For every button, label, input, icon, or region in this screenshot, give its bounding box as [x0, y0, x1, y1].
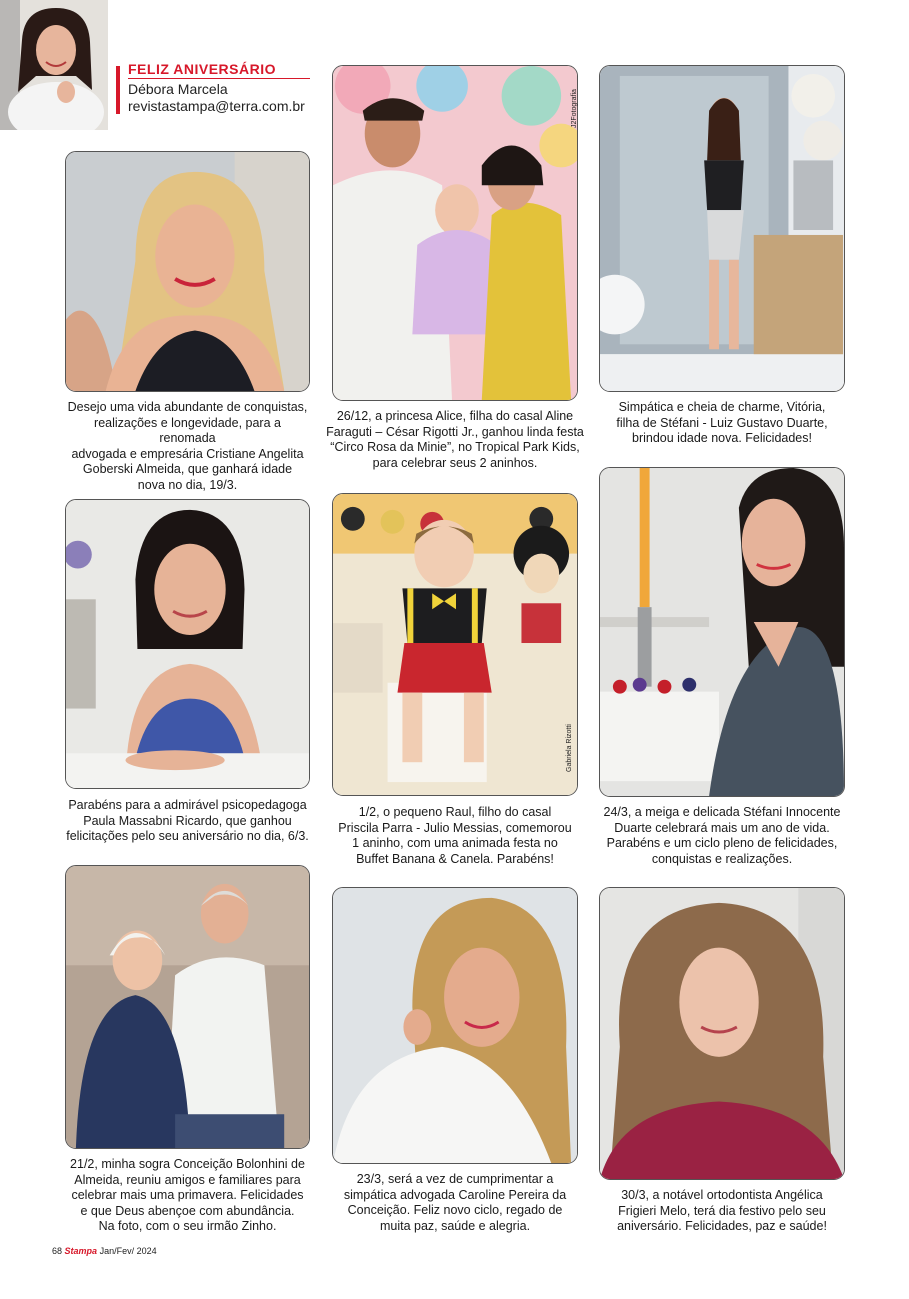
photo-angelica [599, 887, 845, 1180]
caption-line: simpática advogada Caroline Pereira da [343, 1187, 567, 1202]
caption-line: 21/2, minha sogra Conceição Bolonhini de [70, 1157, 305, 1171]
caption-line: para celebrar seus 2 aninhos. [372, 455, 538, 470]
caption-line: Na foto, com o seu irmão Zinho. [98, 1219, 277, 1233]
caption-line: aniversário. Felicidades, paz e saúde! [617, 1219, 827, 1233]
caption-line: e que Deus abençoe com abundância. [80, 1203, 295, 1218]
caption-conceicao [65, 1157, 310, 1235]
photo-caroline [332, 887, 578, 1164]
caption-line: Buffet Banana & Canela. Parabéns! [356, 851, 554, 866]
caption-line: celebrar mais uma primavera. Felicidades [71, 1188, 304, 1202]
caption-angelica [599, 1188, 845, 1235]
caption-caroline [332, 1172, 578, 1234]
caption-line: brindou idade nova. Felicidades! [632, 431, 812, 445]
caption-line: Conceição. Feliz novo ciclo, regado de [347, 1203, 563, 1217]
caption-line: nova no dia, 19/3. [137, 477, 238, 492]
caption-line: Goberski Almeida, que ganhará idade [82, 462, 293, 476]
caption-line: Faraguti – César Rigotti Jr., ganhou linda festa [326, 424, 584, 439]
caption-line: Frigieri Melo, terá dia festivo pelo seu [618, 1203, 826, 1218]
caption-line: muita paz, saúde e alegria. [379, 1218, 531, 1233]
caption-line: Parabéns e um ciclo pleno de felicidades, [606, 836, 838, 850]
author-name: Débora Marcela [128, 81, 228, 97]
caption-line: Paula Massabni Ricardo, que ganhou [83, 813, 292, 828]
title-divider [128, 78, 310, 79]
photo-conceicao [65, 865, 310, 1149]
photo-cristiane [65, 151, 310, 392]
photo-alice-family [332, 65, 578, 401]
caption-stefani [595, 805, 849, 867]
caption-line: 24/3, a meiga e delicada Stéfani Innocente [603, 805, 841, 819]
caption-line: 30/3, a notável ortodontista Angélica [621, 1188, 823, 1202]
caption-line: Duarte celebrará mais um ano de vida. [614, 820, 830, 835]
caption-line: advogada e empresária Cristiane Angelita [71, 446, 304, 461]
author-photo [0, 0, 108, 130]
caption-line: realizações e longevidade, para a renomada [94, 415, 281, 445]
photo-raul [332, 493, 578, 796]
author-email: revistastampa@terra.com.br [128, 98, 305, 114]
photo-vitoria [599, 65, 845, 392]
photo-paula [65, 499, 310, 789]
caption-line: Priscila Parra - Julio Messias, comemorou [338, 820, 572, 835]
section-title: FELIZ ANIVERSÁRIO [128, 61, 276, 77]
caption-cristiane [65, 400, 310, 493]
caption-alice [322, 409, 588, 471]
caption-vitoria [599, 400, 845, 447]
caption-raul [332, 805, 578, 867]
caption-line: 23/3, será a vez de cumprimentar a [356, 1172, 554, 1186]
caption-line: 26/12, a princesa Alice, filha do casal Aline [336, 409, 574, 423]
page-footer [52, 1246, 157, 1256]
page-number: 68 [52, 1246, 63, 1256]
caption-line: Almeida, reuniu amigos e familiares para [74, 1172, 301, 1187]
magazine-brand: Stampa [64, 1246, 98, 1256]
caption-line: 1/2, o pequeno Raul, filho do casal [358, 805, 552, 819]
caption-line: filha de Stéfani - Luiz Gustavo Duarte, [616, 415, 828, 430]
caption-line: felicitações pelo seu aniversário no dia, 6/3. [66, 829, 309, 843]
header-accent-bar [116, 66, 120, 114]
photo-credit-alice: J2Fotografia [571, 89, 578, 128]
caption-line: 1 aninho, com uma animada festa no [352, 836, 558, 850]
caption-line: Simpática e cheia de charme, Vitória, [618, 400, 826, 414]
caption-line: Parabéns para a admirável psicopedagoga [68, 798, 307, 812]
caption-paula [65, 798, 310, 845]
caption-line: conquistas e realizações. [651, 851, 793, 866]
photo-stefani [599, 467, 845, 797]
caption-line: “Circo Rosa da Minie”, no Tropical Park Kids, [330, 440, 580, 454]
issue-date: Jan/Fev/ 2024 [99, 1246, 157, 1256]
photo-credit-raul: Gabriela Rizotti [566, 724, 573, 772]
caption-line: Desejo uma vida abundante de conquistas, [67, 400, 308, 414]
